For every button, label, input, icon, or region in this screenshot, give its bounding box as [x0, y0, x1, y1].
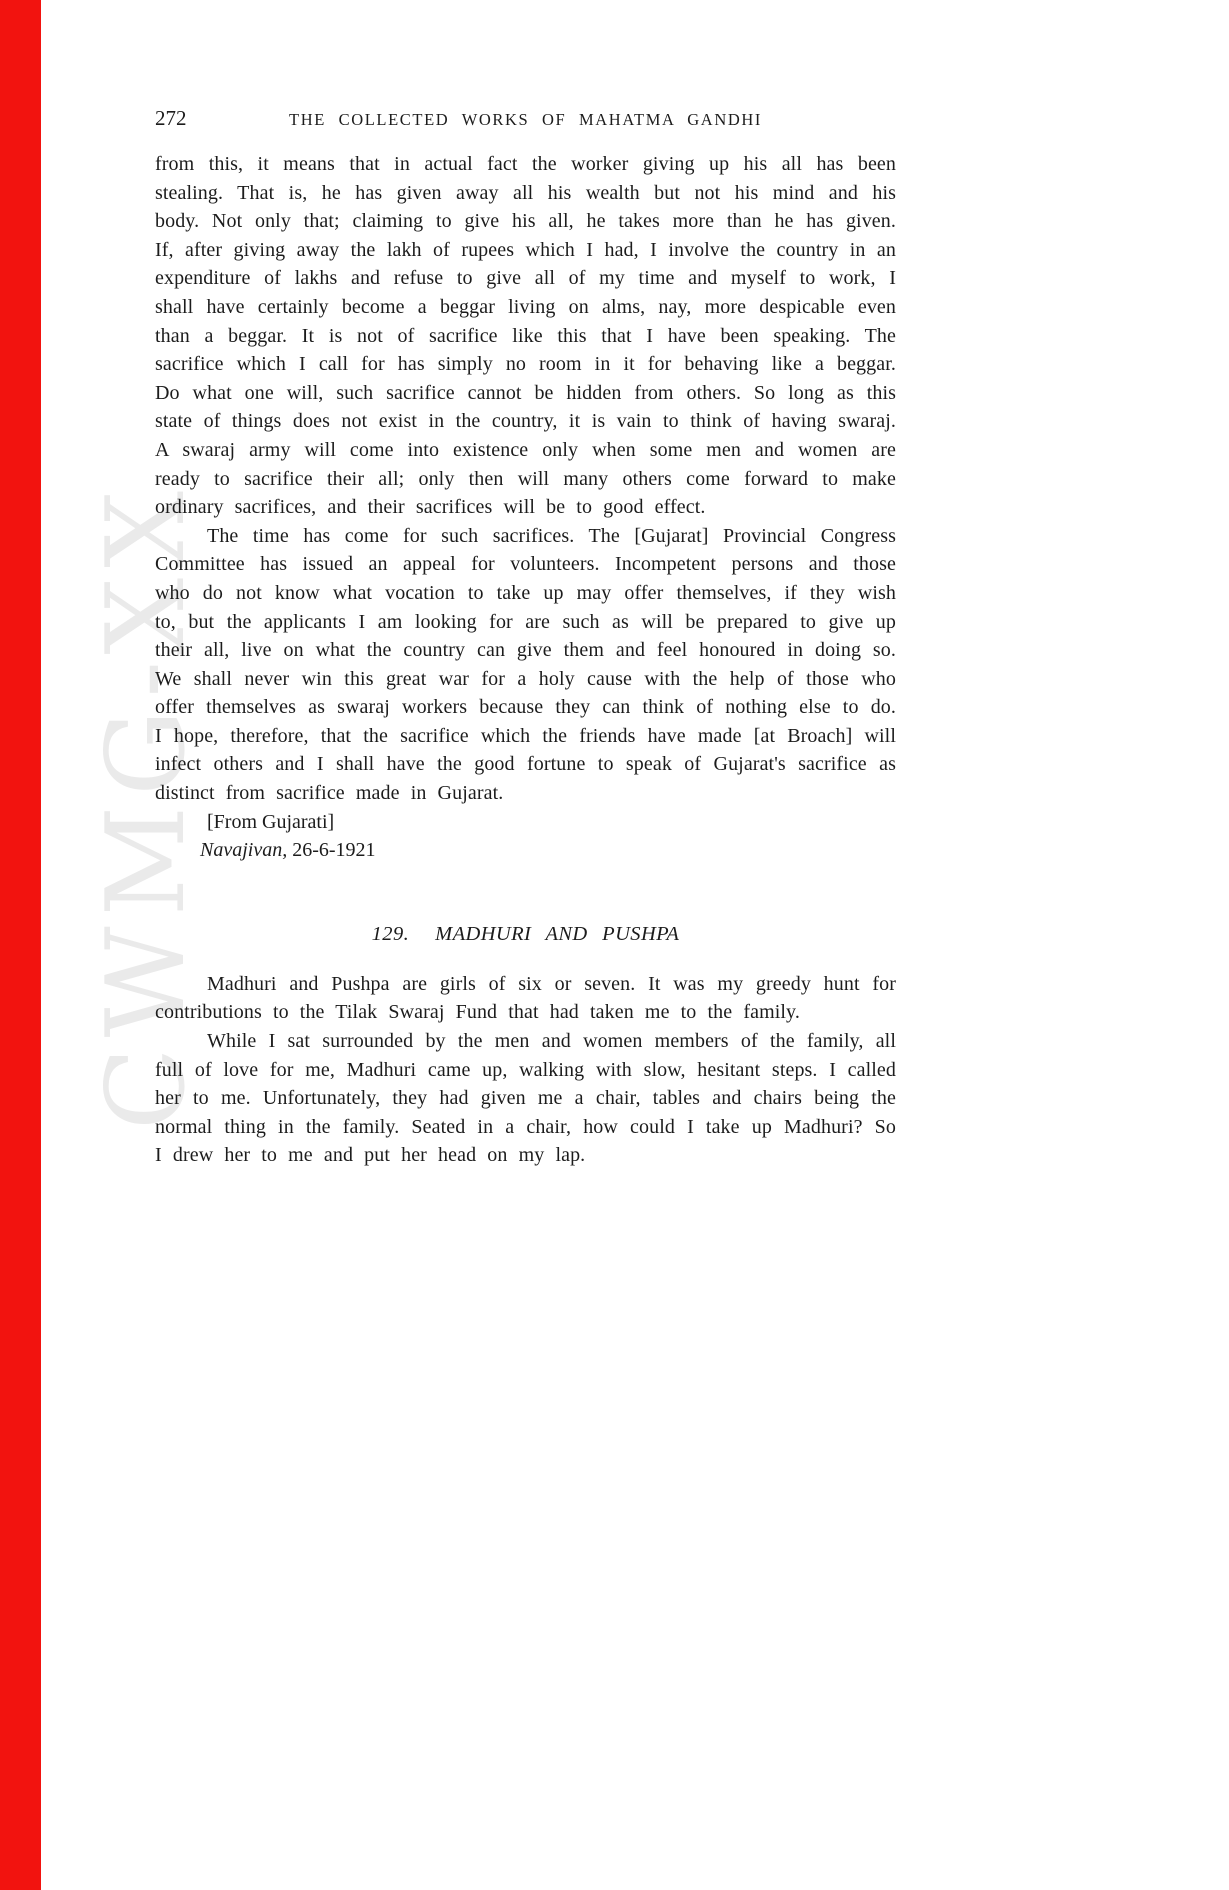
section-title: MADHURI AND PUSHPA: [435, 922, 680, 945]
page-text-block: [155, 0, 896, 1170]
binding-edge-strip: [0, 0, 41, 1890]
section-number: 129.: [371, 922, 410, 945]
page-number: 272: [155, 106, 187, 130]
cwmg-watermark: CWMG-XX: [84, 481, 209, 1130]
paragraph: Madhuri and Pushpa are girls of six or seven. It was my greedy hunt for contributions to the Tilak Swaraj Fund that had taken me to the family.: [155, 972, 896, 1024]
source-line: [155, 836, 896, 865]
source-date: 26-6-1921: [287, 839, 376, 862]
paragraph: While I sat surrounded by the men and women members of the family, all full of love for me, Madhuri came up, walking with slow, hesitant steps. I called her to me. Unfortunately, they had given me a chair, tables and chairs being the normal thing in the family. Seated in a chair, how could I take up Madhuri? So I drew her to me and put her head on my lap.: [155, 1030, 896, 1167]
from-gujarati-line: [From Gujarati]: [207, 810, 335, 833]
running-head: [155, 106, 896, 138]
source-publication: Navajivan,: [200, 839, 288, 862]
running-title: THE COLLECTED WORKS OF MAHATMA GANDHI: [289, 110, 762, 129]
section-heading: [155, 923, 896, 946]
paragraph: The time has come for such sacrifices. The [Gujarat] Provincial Congress Committee has issued an appeal for volunteers. Incompetent persons and those who do not know what vocation to take up may offer themselves, if they wish to, but the applicants I am looking for are such as will be prepared to give up their all, live on what the country can give them and feel honoured in doing so. We shall never win this great war for a holy cause with the help of those who offer themselves as swaraj workers because they can think of nothing else to do. I hope, therefore, that the sacrifice which the friends have made [at Broach] will infect others and I shall have the good fortune to speak of Gujarat's sacrifice as distinct from sacrifice made in Gujarat.: [155, 524, 896, 805]
paragraph-continuation: from this, it means that in actual fact the worker giving up his all has been stealing. That is, he has given away all his wealth but not his mind and his body. Not only that; claiming to give his all, he takes more than he has given. If, after giving away the lakh of rupees which I had, I involve the country in an expenditure of lakhs and refuse to give all of my time and myself to work, I shall have certainly become a beggar living on alms, nay, more despicable even than a beggar. It is not of sacrifice like this that I have been speaking. The sacrifice which I call for has simply no room in it for behaving like a beggar. Do what one will, such sacrifice cannot be hidden from others. So long as this state of things does not exist in the country, it is vain to think of having swaraj. A swaraj army will come into existence only when some men and women are ready to sacrifice their all; only then will many others come forward to make ordinary sacrifices, and their sacrifices will be to good effect.: [155, 153, 896, 519]
